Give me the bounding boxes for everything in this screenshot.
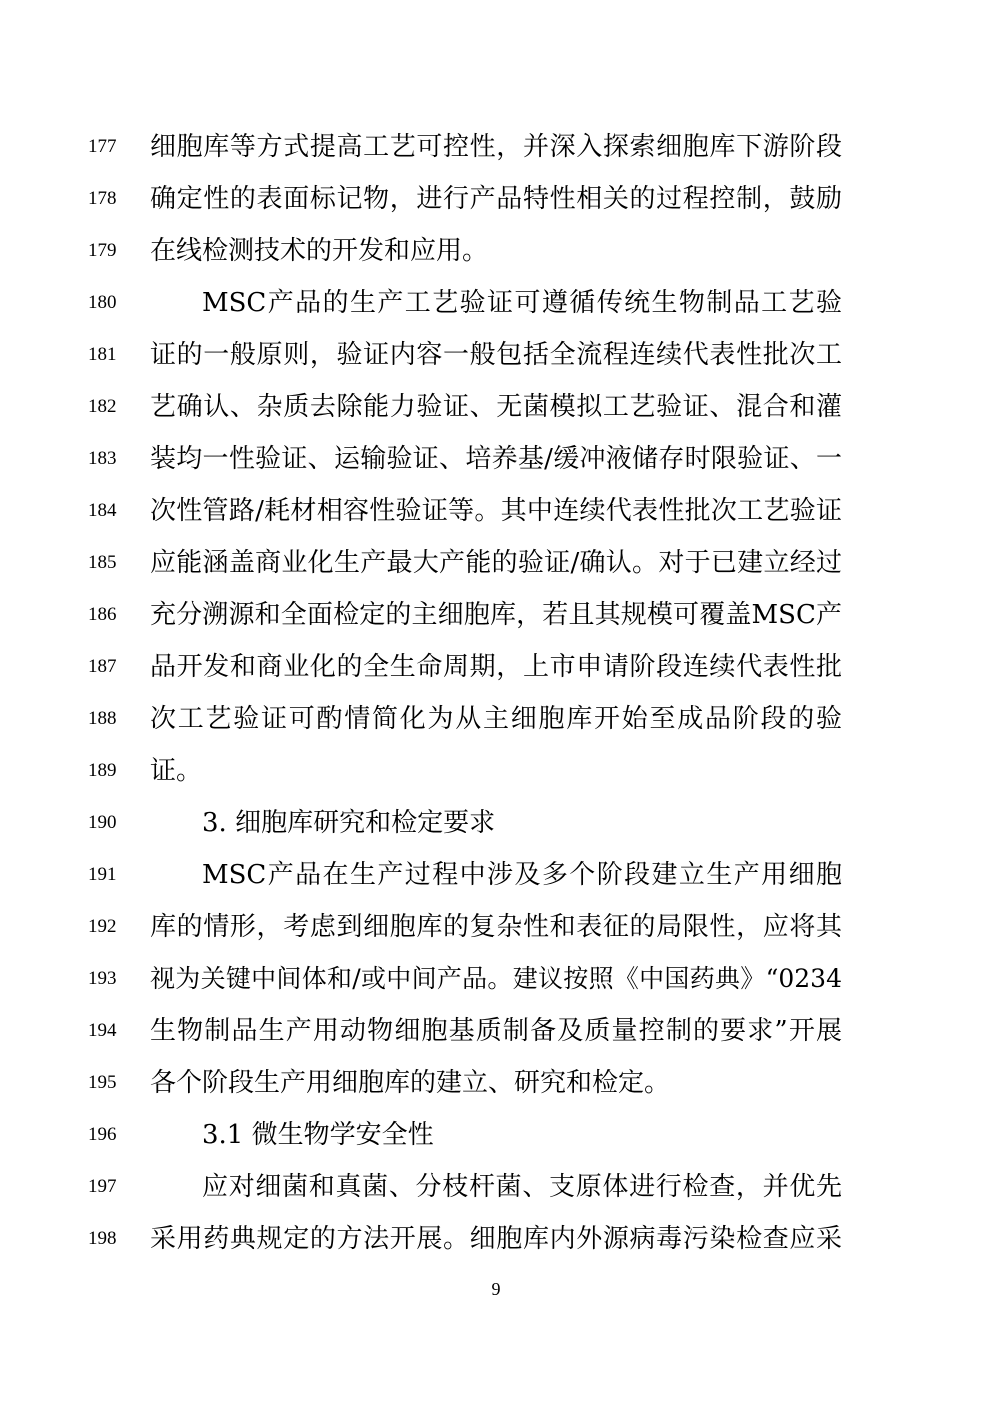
line-number: 183 bbox=[88, 448, 117, 469]
line-text: 充分溯源和全面检定的主细胞库，若且其规模可覆盖MSC产 bbox=[150, 600, 842, 630]
text-line bbox=[0, 173, 992, 225]
text-line bbox=[0, 641, 992, 693]
text-line bbox=[0, 901, 992, 953]
text-line bbox=[0, 1057, 992, 1109]
text-line bbox=[0, 329, 992, 381]
page-number: 9 bbox=[491, 1279, 501, 1299]
section-heading-line bbox=[0, 797, 992, 849]
text-line bbox=[0, 1161, 992, 1213]
line-number: 180 bbox=[88, 292, 117, 313]
line-number: 188 bbox=[88, 708, 117, 729]
line-number: 197 bbox=[88, 1176, 117, 1197]
text-line bbox=[0, 589, 992, 641]
line-text: MSC产品的生产工艺验证可遵循传统生物制品工艺验 bbox=[202, 288, 842, 318]
line-number: 196 bbox=[88, 1124, 117, 1145]
text-line bbox=[0, 849, 992, 901]
line-number: 181 bbox=[88, 344, 117, 365]
line-text: 装均一性验证、运输验证、培养基/缓冲液储存时限验证、一 bbox=[150, 444, 842, 474]
line-text: 采用药典规定的方法开展。细胞库内外源病毒污染检查应采 bbox=[150, 1224, 842, 1254]
line-number: 185 bbox=[88, 552, 117, 573]
line-text: 次性管路/耗材相容性验证等。其中连续代表性批次工艺验证 bbox=[150, 496, 842, 526]
line-text: 确定性的表面标记物，进行产品特性相关的过程控制，鼓励 bbox=[150, 184, 842, 214]
line-text: 次工艺验证可酌情简化为从主细胞库开始至成品阶段的验 bbox=[150, 704, 842, 734]
line-number: 198 bbox=[88, 1228, 117, 1249]
line-number: 192 bbox=[88, 916, 117, 937]
text-line bbox=[0, 225, 992, 277]
line-number: 195 bbox=[88, 1072, 117, 1093]
text-line bbox=[0, 953, 992, 1005]
line-number: 177 bbox=[88, 136, 117, 157]
line-number: 190 bbox=[88, 812, 117, 833]
line-number: 178 bbox=[88, 188, 117, 209]
line-text: 库的情形，考虑到细胞库的复杂性和表征的局限性，应将其 bbox=[150, 912, 842, 942]
line-text: 生物制品生产用动物细胞基质制备及质量控制的要求”开展 bbox=[150, 1016, 842, 1046]
text-line bbox=[0, 277, 992, 329]
line-text: 品开发和商业化的全生命周期，上市申请阶段连续代表性批 bbox=[150, 652, 842, 682]
line-number: 187 bbox=[88, 656, 117, 677]
text-line bbox=[0, 537, 992, 589]
text-line bbox=[0, 485, 992, 537]
line-text: 细胞库等方式提高工艺可控性，并深入探索细胞库下游阶段 bbox=[150, 132, 842, 162]
line-text: MSC产品在生产过程中涉及多个阶段建立生产用细胞 bbox=[202, 860, 842, 890]
section-heading: 3. 细胞库研究和检定要求 bbox=[202, 808, 496, 838]
text-line bbox=[0, 433, 992, 485]
line-text: 视为关键中间体和/或中间产品。建议按照《中国药典》“0234 bbox=[150, 964, 842, 993]
text-line bbox=[0, 693, 992, 745]
line-number: 179 bbox=[88, 240, 117, 261]
subsection-heading-line bbox=[0, 1109, 992, 1161]
line-text: 各个阶段生产用细胞库的建立、研究和检定。 bbox=[150, 1068, 671, 1098]
line-text: 证的一般原则，验证内容一般包括全流程连续代表性批次工 bbox=[150, 340, 842, 370]
text-line bbox=[0, 1213, 992, 1265]
text-line bbox=[0, 1005, 992, 1057]
line-text: 艺确认、杂质去除能力验证、无菌模拟工艺验证、混合和灌 bbox=[150, 392, 842, 422]
line-number: 186 bbox=[88, 604, 117, 625]
line-number: 193 bbox=[88, 968, 117, 989]
line-text: 证。 bbox=[150, 756, 203, 786]
text-line bbox=[0, 121, 992, 173]
subsection-heading: 3.1 微生物学安全性 bbox=[202, 1120, 434, 1150]
line-number: 182 bbox=[88, 396, 117, 417]
text-line bbox=[0, 745, 992, 797]
text-line bbox=[0, 381, 992, 433]
line-number: 189 bbox=[88, 760, 117, 781]
line-text: 应能涵盖商业化生产最大产能的验证/确认。对于已建立经过 bbox=[150, 548, 842, 578]
line-text: 应对细菌和真菌、分枝杆菌、支原体进行检查，并优先 bbox=[202, 1172, 842, 1202]
line-number: 184 bbox=[88, 500, 117, 521]
line-number: 194 bbox=[88, 1020, 117, 1041]
line-number: 191 bbox=[88, 864, 117, 885]
line-text: 在线检测技术的开发和应用。 bbox=[150, 236, 489, 266]
